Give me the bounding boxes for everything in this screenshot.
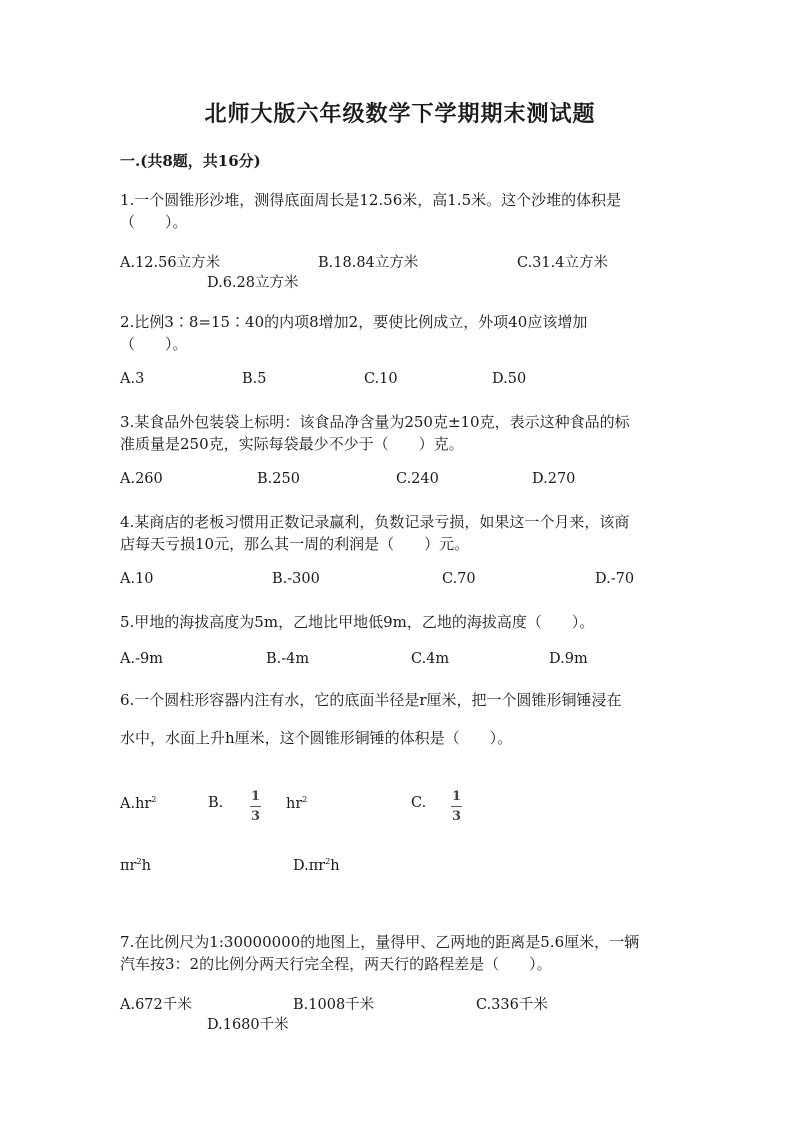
question-text-cont: （ ）。	[120, 335, 188, 353]
option-a[interactable]: A.12.56立方米	[120, 255, 221, 271]
fraction-denominator: 3	[250, 809, 261, 824]
question-text: 7.在比例尺为1:30000000的地图上，量得甲、乙两地的距离是5.6厘米，一辆	[120, 933, 640, 951]
option-a[interactable]: A.672千米	[120, 997, 192, 1013]
question-text-cont: 店每天亏损10元，那么其一周的利润是（ ）元。	[120, 535, 470, 553]
question-text: 6.一个圆柱形容器内注有水，它的底面半径是r厘米，把一个圆锥形铜锤浸在	[120, 691, 622, 709]
page-title: 北师大版六年级数学下学期期末测试题	[204, 101, 596, 127]
option-b[interactable]: B.5	[242, 371, 267, 387]
question-text: 4.某商店的老板习惯用正数记录赢利，负数记录亏损，如果这一个月来，该商	[120, 513, 630, 531]
option-d-text-end: h	[330, 857, 340, 874]
option-c[interactable]: C.31.4立方米	[517, 255, 608, 271]
question-text-cont: 汽车按3：2的比例分两天行完全程，两天行的路程差是（ ）。	[120, 955, 552, 973]
option-a[interactable]	[120, 795, 156, 812]
fraction-one-third	[451, 789, 462, 824]
option-b-text: hr	[286, 795, 303, 812]
option-c[interactable]: C.70	[442, 571, 476, 587]
option-d[interactable]: D.-70	[595, 571, 635, 587]
section-heading: 一.(共8题，共16分)	[120, 152, 261, 170]
option-c-label: C.	[411, 795, 427, 811]
option-b[interactable]: B.1008千米	[293, 997, 375, 1013]
question-text-cont: 准质量是250克，实际每袋最少不少于（ ）克。	[120, 435, 464, 453]
option-d[interactable]	[293, 857, 340, 874]
option-d[interactable]: D.270	[532, 471, 576, 487]
question-text: 5.甲地的海拔高度为5m，乙地比甲地低9m，乙地的海拔高度（ ）。	[120, 613, 595, 631]
option-c-tail	[120, 857, 151, 874]
option-b[interactable]: B.250	[257, 471, 300, 487]
fraction-bar	[250, 806, 261, 807]
exponent: 2	[151, 795, 157, 804]
option-a[interactable]: A.3	[120, 371, 145, 387]
fraction-bar	[451, 806, 462, 807]
option-a[interactable]: A.-9m	[120, 651, 163, 667]
fraction-one-third	[250, 789, 261, 824]
option-b-tail	[286, 795, 307, 812]
option-d-text: D.πr	[293, 857, 326, 874]
exponent: 2	[325, 857, 331, 866]
question-text-cont: （ ）。	[120, 213, 188, 231]
exponent: 2	[136, 857, 142, 866]
exponent: 2	[302, 795, 308, 804]
option-c[interactable]: C.240	[396, 471, 439, 487]
option-d[interactable]: D.9m	[549, 651, 588, 667]
question-text: 3.某食品外包装袋上标明：该食品净含量为250克±10克，表示这种食品的标	[120, 413, 630, 431]
option-d[interactable]: D.1680千米	[207, 1017, 289, 1033]
option-c[interactable]: C.4m	[411, 651, 450, 667]
option-b[interactable]: B.-300	[272, 571, 320, 587]
option-a[interactable]: A.260	[120, 471, 163, 487]
option-b-label: B.	[208, 795, 224, 811]
option-d[interactable]: D.50	[492, 371, 527, 387]
fraction-numerator: 1	[451, 789, 462, 804]
option-b[interactable]: B.18.84立方米	[318, 255, 419, 271]
question-text: 2.比例3∶8=15∶40的内项8增加2，要使比例成立，外项40应该增加	[120, 313, 588, 331]
question-text: 1.一个圆锥形沙堆，测得底面周长是12.56米，高1.5米。这个沙堆的体积是	[120, 191, 622, 209]
option-b[interactable]: B.-4m	[266, 651, 310, 667]
fraction-denominator: 3	[451, 809, 462, 824]
option-c-text: πr	[120, 857, 137, 874]
option-a-text: A.hr	[120, 795, 152, 812]
option-c[interactable]: C.10	[364, 371, 398, 387]
question-text-cont: 水中，水面上升h厘米，这个圆锥形铜锤的体积是（ ）。	[120, 729, 513, 747]
option-c[interactable]: C.336千米	[476, 997, 548, 1013]
option-c-text-end: h	[141, 857, 151, 874]
fraction-numerator: 1	[250, 789, 261, 804]
option-d[interactable]: D.6.28立方米	[207, 275, 299, 291]
option-a[interactable]: A.10	[120, 571, 154, 587]
